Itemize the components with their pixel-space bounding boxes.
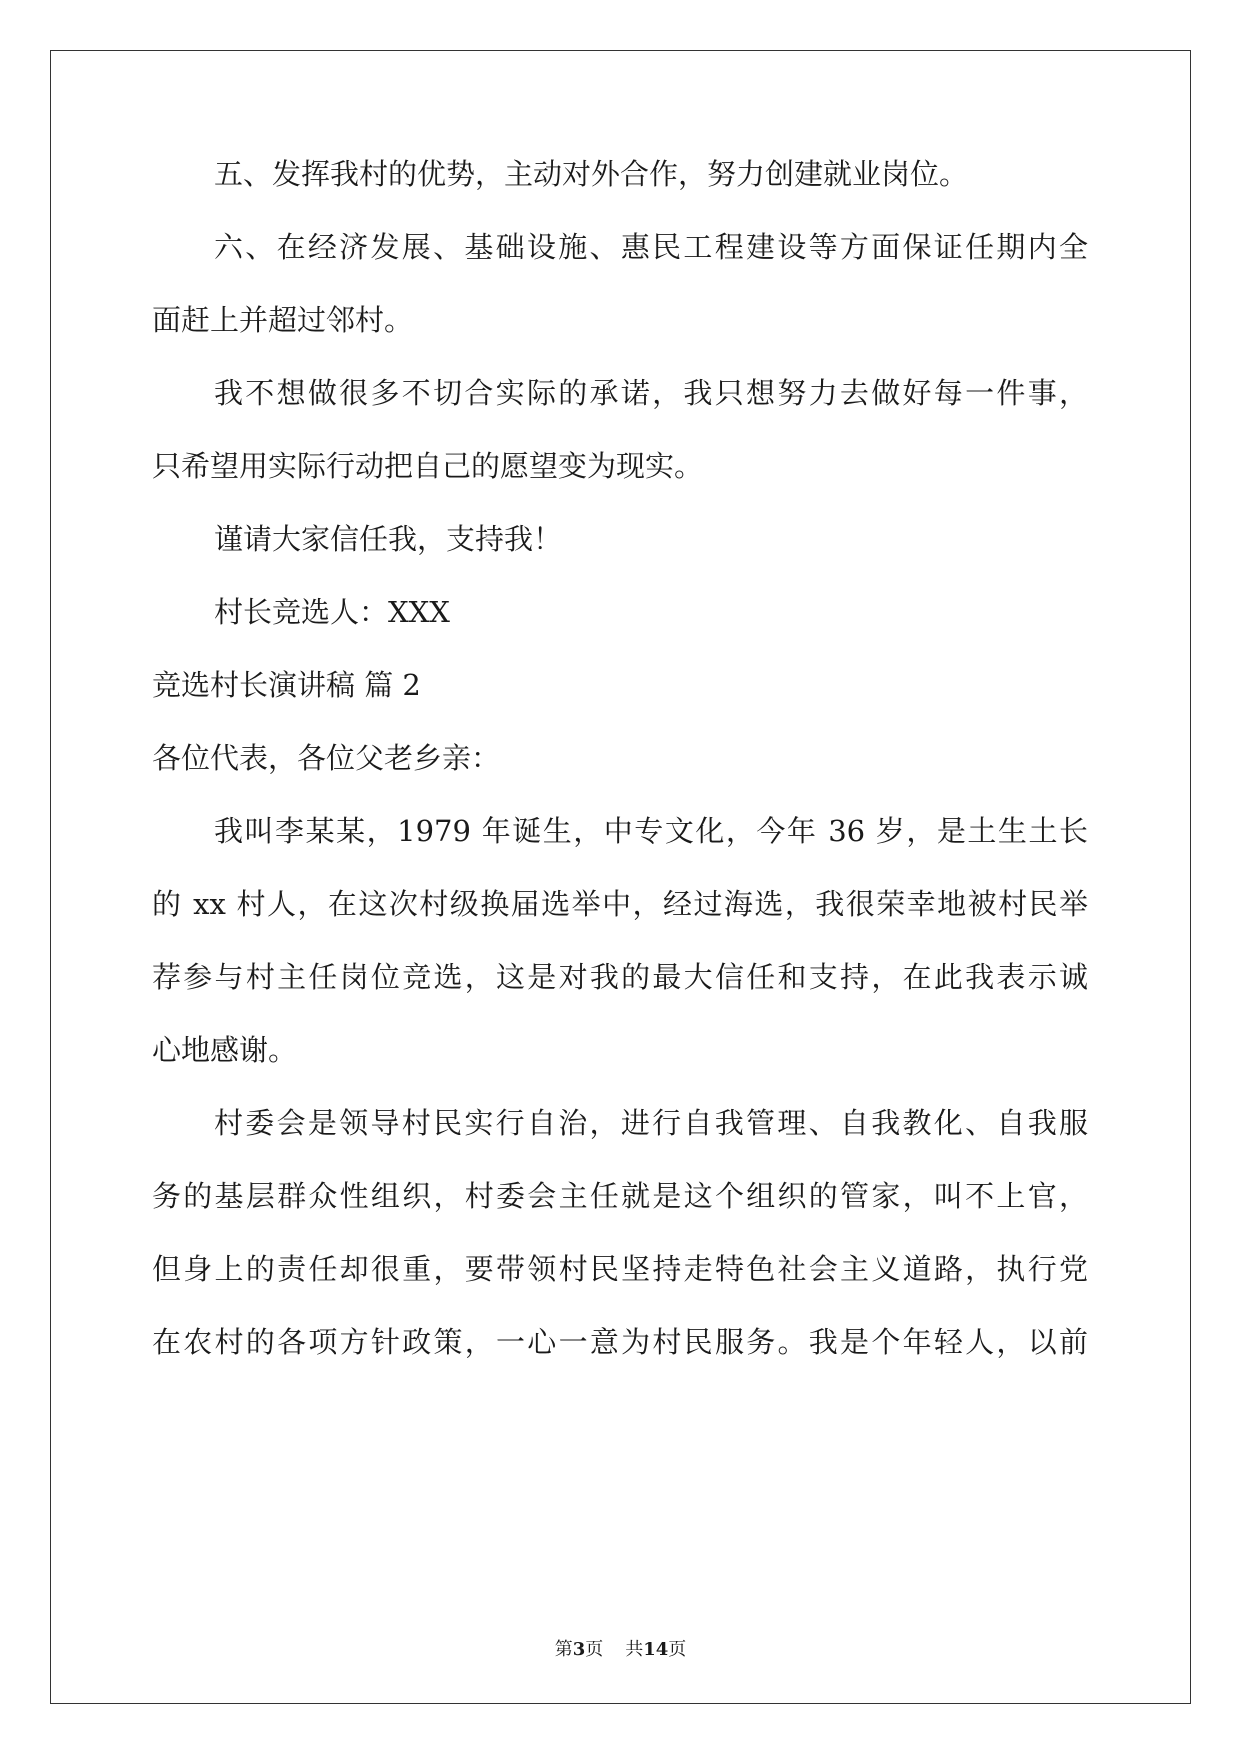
paragraph-line: 的 xx 村人，在这次村级换届选举中，经过海选，我很荣幸地被村民举 bbox=[152, 887, 1088, 921]
paragraph-line: 只希望用实际行动把自己的愿望变为现实。 bbox=[152, 449, 704, 483]
paragraph-line: 但身上的责任却很重，要带领村民坚持走特色社会主义道路，执行党 bbox=[152, 1252, 1088, 1286]
signature-line: 村长竞选人：XXX bbox=[214, 595, 450, 629]
paragraph-line: 在农村的各项方针政策，一心一意为村民服务。我是个年轻人，以前 bbox=[152, 1325, 1088, 1359]
page-footer bbox=[0, 1638, 1241, 1662]
paragraph-line: 心地感谢。 bbox=[152, 1033, 298, 1067]
paragraph-line: 面赶上并超过邻村。 bbox=[152, 303, 414, 337]
paragraph-line: 荐参与村主任岗位竞选，这是对我的最大信任和支持，在此我表示诚 bbox=[152, 960, 1088, 994]
paragraph-line: 六、在经济发展、基础设施、惠民工程建设等方面保证任期内全 bbox=[214, 230, 1088, 264]
page-number: 第3页 bbox=[554, 1639, 604, 1660]
page-total: 共14页 bbox=[625, 1639, 687, 1660]
salutation: 各位代表，各位父老乡亲： bbox=[152, 741, 501, 775]
paragraph-line: 村委会是领导村民实行自治，进行自我管理、自我教化、自我服 bbox=[214, 1106, 1088, 1140]
section-heading: 竞选村长演讲稿 篇 2 bbox=[152, 668, 421, 702]
paragraph-line: 谨请大家信任我，支持我！ bbox=[214, 522, 563, 556]
paragraph-line: 我不想做很多不切合实际的承诺，我只想努力去做好每一件事， bbox=[214, 376, 1088, 410]
page-border bbox=[50, 50, 1191, 1704]
paragraph-line: 我叫李某某，1979 年诞生，中专文化，今年 36 岁，是土生土长 bbox=[214, 814, 1088, 848]
paragraph-line: 五、发挥我村的优势，主动对外合作，努力创建就业岗位。 bbox=[214, 157, 969, 191]
paragraph-line: 务的基层群众性组织，村委会主任就是这个组织的管家，叫不上官， bbox=[152, 1179, 1088, 1213]
